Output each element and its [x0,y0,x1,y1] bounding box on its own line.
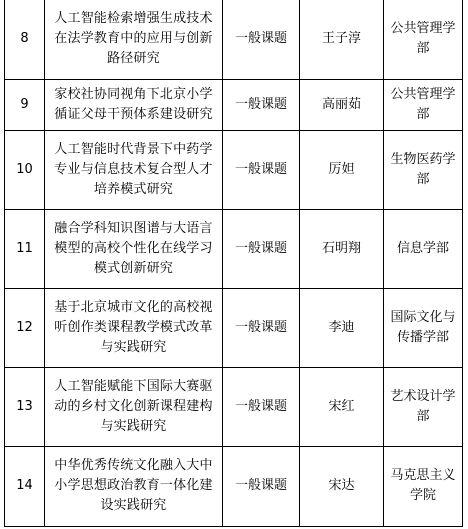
project-department: 公共管理学部 [384,79,463,130]
title-line: 人工智能赋能下国际大赛驱 [54,378,213,394]
project-title [45,79,223,130]
project-title [45,367,223,446]
project-leader: 石明翔 [300,209,384,288]
project-category: 一般课题 [223,0,300,79]
title-line: 听创作类课程教学模式改革 [54,319,213,335]
table-row [5,288,463,367]
project-category: 一般课题 [223,130,300,209]
title-line: 路径研究 [107,51,160,67]
projects-table [4,0,463,527]
project-leader: 宋红 [300,367,384,446]
table-row [5,79,463,130]
project-leader: 宋达 [300,446,384,526]
table-row [5,209,463,288]
project-department: 国际文化与传播学部 [384,288,463,367]
row-number: 9 [5,79,45,130]
title-line: 与实践研究 [100,339,167,355]
project-title [45,0,223,79]
title-line: 基于北京城市文化的高校视 [54,299,213,315]
project-leader: 厉妲 [300,130,384,209]
title-line: 家校社协同视角下北京小学 [54,86,213,102]
project-category: 一般课题 [223,288,300,367]
row-number: 13 [5,367,45,446]
title-line: 在法学教育中的应用与创新 [54,31,213,47]
title-line: 培养模式研究 [93,181,174,197]
project-category: 一般课题 [223,209,300,288]
project-department: 生物医药学部 [384,130,463,209]
project-category: 一般课题 [223,79,300,130]
title-line: 循证父母干预体系建设研究 [54,106,213,122]
project-leader: 高丽茹 [300,79,384,130]
project-leader: 王子淳 [300,0,384,79]
project-category: 一般课题 [223,367,300,446]
project-title [45,446,223,526]
title-line: 与实践研究 [100,418,167,434]
row-number: 12 [5,288,45,367]
project-department: 马克思主义学院 [384,446,463,526]
project-title [45,209,223,288]
project-department: 艺术设计学部 [384,367,463,446]
table-row [5,0,463,79]
title-line: 模型的高校个性化在线学习 [54,240,213,256]
project-title [45,130,223,209]
title-line: 设实践研究 [100,498,167,513]
project-leader: 李迪 [300,288,384,367]
title-line: 专业与信息技术复合型人才 [54,161,213,177]
project-category: 一般课题 [223,446,300,526]
project-department: 公共管理学部 [384,0,463,79]
title-line: 小学思想政治教育一体化建 [54,478,213,493]
title-line: 人工智能时代背景下中药学 [54,141,213,157]
table-row [5,367,463,446]
title-line: 中华优秀传统文化融入大中 [54,458,213,473]
row-number: 8 [5,0,45,79]
title-line: 模式创新研究 [93,260,174,276]
project-title [45,288,223,367]
table-row [5,130,463,209]
title-line: 人工智能检索增强生成技术 [54,11,213,27]
project-department: 信息学部 [384,209,463,288]
row-number: 14 [5,446,45,526]
table-row [5,446,463,526]
row-number: 10 [5,130,45,209]
title-line: 动的乡村文化创新课程建构 [54,398,213,414]
title-line: 融合学科知识图谱与大语言 [54,220,213,236]
row-number: 11 [5,209,45,288]
